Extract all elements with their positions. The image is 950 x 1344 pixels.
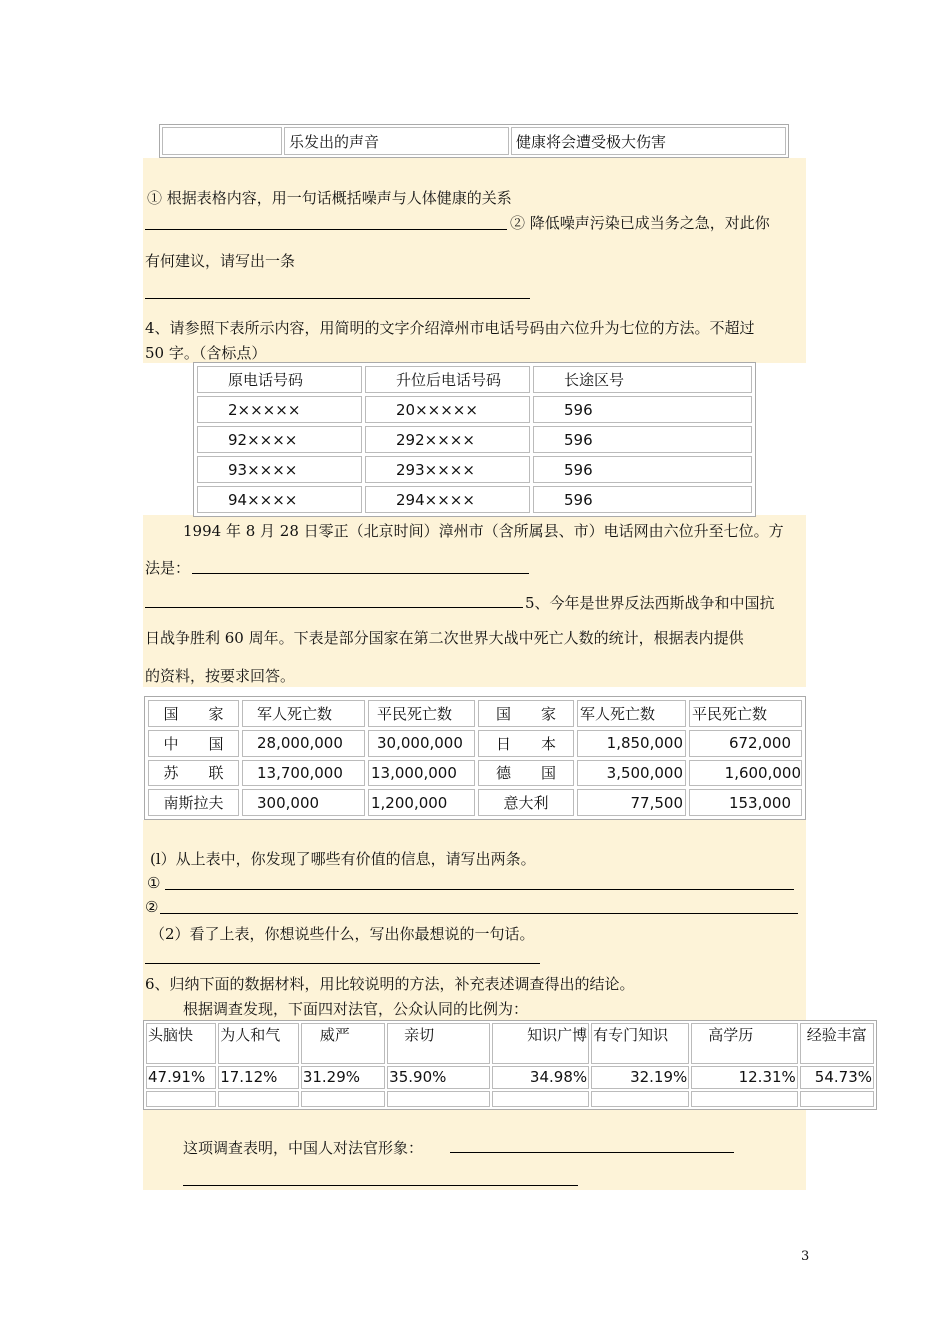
q4-line2: 50 字。（含标点） <box>145 344 267 362</box>
table-cell: 292×××× <box>365 426 530 453</box>
table-cell: 意大利 <box>478 789 574 816</box>
table-cell: 30,000,000 <box>368 730 475 757</box>
table-cell: 南斯拉夫 <box>148 789 239 816</box>
table-header: 平民死亡数 <box>368 700 475 727</box>
table-header: 军人死亡数 <box>242 700 365 727</box>
q5-mark1: ① <box>147 874 161 892</box>
judge-survey-table <box>143 1020 877 1110</box>
table-header: 平民死亡数 <box>689 700 802 727</box>
answer-line[interactable] <box>145 298 530 299</box>
table-cell: 1,850,000 <box>577 730 686 757</box>
q4-line1: 4、请参照下表所示内容，用简明的文字介绍漳州市电话号码由六位升为七位的方法。不超过 <box>145 319 755 337</box>
table-row <box>146 1066 874 1089</box>
noise-table-fragment <box>159 124 789 158</box>
table-cell: 77,500 <box>577 789 686 816</box>
table-cell: 596 <box>533 486 752 513</box>
table-cell: 596 <box>533 396 752 423</box>
q6-line1: 6、归纳下面的数据材料，用比较说明的方法，补充表述调查得出的结论。 <box>145 975 635 993</box>
answer-line[interactable] <box>183 1185 578 1186</box>
table-cell: 2××××× <box>197 396 362 423</box>
table-cell: 35.90% <box>387 1066 490 1089</box>
table-cell: 54.73% <box>800 1066 874 1089</box>
table-header: 升位后电话号码 <box>365 366 530 393</box>
q5-line3: 的资料，按要求回答。 <box>145 667 296 685</box>
table-cell: 苏 联 <box>148 760 239 787</box>
ww2-casualty-table <box>144 696 806 820</box>
table-cell: 20××××× <box>365 396 530 423</box>
phone-number-table <box>193 362 756 517</box>
answer-line[interactable] <box>145 229 507 230</box>
q3-item2b: 有何建议，请写出一条 <box>145 252 296 270</box>
table-row <box>146 1091 874 1107</box>
table-cell: 93×××× <box>197 456 362 483</box>
answer-line[interactable] <box>160 913 798 914</box>
q4-para2: 法是： <box>145 559 191 577</box>
table-cell: 中 国 <box>148 730 239 757</box>
q3-item2a: ② 降低噪声污染已成当务之急，对此你 <box>510 214 770 232</box>
table-cell: 12.31% <box>691 1066 798 1089</box>
table-header: 军人死亡数 <box>577 700 686 727</box>
table-cell: 1,200,000 <box>368 789 475 816</box>
table-row <box>197 456 752 483</box>
table-header: 长途区号 <box>533 366 752 393</box>
table-cell: 596 <box>533 456 752 483</box>
table-cell: 153,000 <box>689 789 802 816</box>
table-row <box>197 396 752 423</box>
table-cell: 92×××× <box>197 426 362 453</box>
table-header: 头脑快 <box>146 1023 216 1064</box>
table-cell: 德 国 <box>478 760 574 787</box>
answer-line[interactable] <box>192 573 529 574</box>
table-cell: 300,000 <box>242 789 365 816</box>
noise-cell: 健康将会遭受极大伤害 <box>511 127 786 155</box>
table-cell: 596 <box>533 426 752 453</box>
answer-line[interactable] <box>145 607 523 608</box>
q5-line1: 5、今年是世界反法西斯战争和中国抗 <box>525 594 775 612</box>
table-header: 高学历 <box>691 1023 798 1064</box>
table-header: 有专门知识 <box>591 1023 689 1064</box>
page-number: 3 <box>801 1249 810 1264</box>
table-cell: 34.98% <box>492 1066 589 1089</box>
noise-cell: 乐发出的声音 <box>284 127 509 155</box>
table-row <box>197 426 752 453</box>
table-row <box>148 789 802 816</box>
table-cell: 47.91% <box>146 1066 216 1089</box>
table-header: 国 家 <box>478 700 574 727</box>
table-header: 原电话号码 <box>197 366 362 393</box>
table-row <box>148 730 802 757</box>
table-cell: 28,000,000 <box>242 730 365 757</box>
table-header: 国 家 <box>148 700 239 727</box>
table-cell: 31.29% <box>301 1066 385 1089</box>
answer-line[interactable] <box>165 889 794 890</box>
q5-sub1: (l）从上表中，你发现了哪些有价值的信息，请写出两条。 <box>150 850 536 868</box>
q6-conclusion: 这项调查表明，中国人对法官形象： <box>183 1139 424 1157</box>
table-cell: 1,600,000 <box>689 760 802 787</box>
q5-sub2: （2）看了上表，你想说些什么，写出你最想说的一句话。 <box>150 925 535 943</box>
table-cell: 94×××× <box>197 486 362 513</box>
table-cell: 32.19% <box>591 1066 689 1089</box>
table-header: 亲切 <box>387 1023 490 1064</box>
table-cell: 13,700,000 <box>242 760 365 787</box>
table-cell: 17.12% <box>218 1066 299 1089</box>
q4-para1: 1994 年 8 月 28 日零正（北京时间）漳州市（含所属县、市）电话网由六位升至七位。方 <box>183 522 784 540</box>
table-cell: 3,500,000 <box>577 760 686 787</box>
q5-line2: 日战争胜利 60 周年。下表是部分国家在第二次世界大战中死亡人数的统计，根据表内提供 <box>145 629 744 647</box>
table-cell: 13,000,000 <box>368 760 475 787</box>
q5-mark2: ② <box>145 898 159 916</box>
q3-item1: ① 根据表格内容，用一句话概括噪声与人体健康的关系 <box>147 189 512 207</box>
table-cell: 672,000 <box>689 730 802 757</box>
table-cell: 294×××× <box>365 486 530 513</box>
table-row <box>148 760 802 787</box>
highlight-q3 <box>143 158 806 308</box>
table-header: 知识广博 <box>492 1023 589 1064</box>
table-cell: 293×××× <box>365 456 530 483</box>
table-row <box>197 486 752 513</box>
answer-line[interactable] <box>450 1152 734 1153</box>
table-cell: 日 本 <box>478 730 574 757</box>
table-header: 威严 <box>301 1023 385 1064</box>
table-header: 为人和气 <box>218 1023 299 1064</box>
answer-line[interactable] <box>145 963 540 964</box>
q6-line2: 根据调查发现，下面四对法官，公众认同的比例为： <box>183 1000 529 1018</box>
table-header: 经验丰富 <box>800 1023 874 1064</box>
